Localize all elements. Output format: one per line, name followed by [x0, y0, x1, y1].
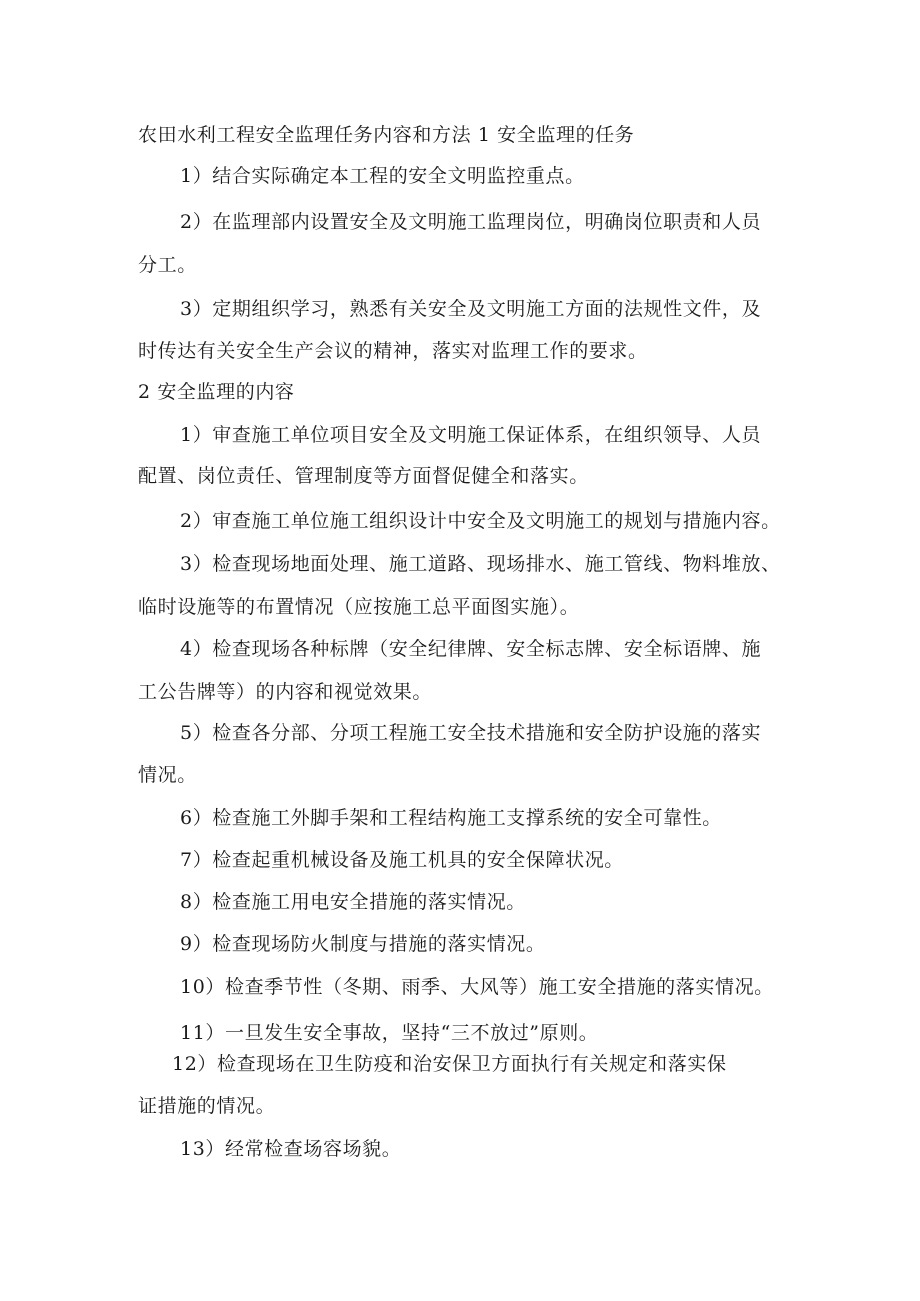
- content-item-2: 2）审查施工单位施工组织设计中安全及文明施工的规划与措施内容。: [180, 510, 781, 532]
- content-item-6: 6）检查施工外脚手架和工程结构施工支撑系统的安全可靠性。: [180, 807, 722, 829]
- content-item-1: 1）审查施工单位项目安全及文明施工保证体系，在组织领导、人员: [180, 424, 762, 446]
- content-item-12: 12）检查现场在卫生防疫和治安保卫方面执行有关规定和落实保: [172, 1053, 727, 1075]
- content-item-7: 7）检查起重机械设备及施工机具的安全保障状况。: [180, 849, 624, 871]
- task-item-2-cont: 分工。: [138, 254, 197, 276]
- content-item-8: 8）检查施工用电安全措施的落实情况。: [180, 891, 526, 913]
- content-item-11: 11）一旦发生安全事故，坚持“三不放过”原则。: [180, 1022, 599, 1044]
- content-item-3-cont: 临时设施等的布置情况（应按施工总平面图实施）。: [138, 596, 580, 618]
- content-item-3: 3）检查现场地面处理、施工道路、现场排水、施工管线、物料堆放、: [180, 553, 781, 575]
- task-item-1: 1）结合实际确定本工程的安全文明监控重点。: [180, 165, 585, 187]
- task-item-3: 3）定期组织学习，熟悉有关安全及文明施工方面的法规性文件，及: [180, 298, 762, 320]
- document-title-line: 农田水利工程安全监理任务内容和方法 1 安全监理的任务: [138, 124, 635, 146]
- content-item-4: 4）检查现场各种标牌（安全纪律牌、安全标志牌、安全标语牌、施: [180, 638, 762, 660]
- content-item-13: 13）经常检查场容场貌。: [180, 1138, 402, 1160]
- task-item-2: 2）在监理部内设置安全及文明施工监理岗位，明确岗位职责和人员: [180, 211, 762, 233]
- content-item-5: 5）检查各分部、分项工程施工安全技术措施和安全防护设施的落实: [180, 722, 762, 744]
- content-item-9: 9）检查现场防火制度与措施的落实情况。: [180, 933, 546, 955]
- content-item-10: 10）检查季节性（冬期、雨季、大风等）施工安全措施的落实情况。: [180, 976, 774, 998]
- task-item-3-cont: 时传达有关安全生产会议的精神，落实对监理工作的要求。: [138, 340, 648, 362]
- content-item-5-cont: 情况。: [138, 764, 197, 786]
- content-item-4-cont: 工公告牌等）的内容和视觉效果。: [138, 681, 433, 703]
- content-item-12-cont: 证措施的情况。: [138, 1095, 276, 1117]
- content-item-1-cont: 配置、岗位责任、管理制度等方面督促健全和落实。: [138, 465, 589, 487]
- section-2-heading: 2 安全监理的内容: [138, 381, 295, 403]
